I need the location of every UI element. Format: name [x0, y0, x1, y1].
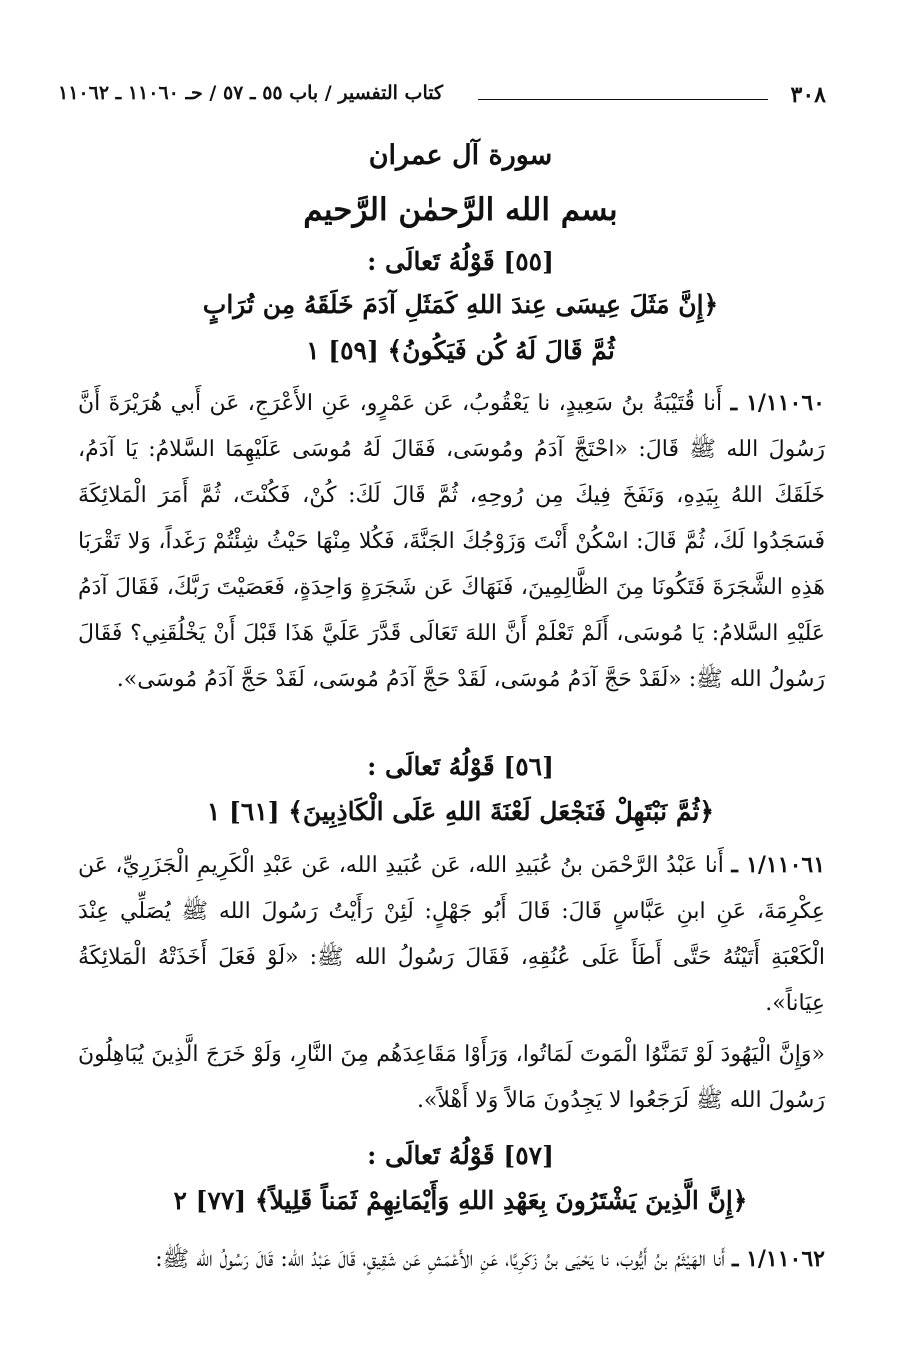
running-title: كتاب التفسير / باب ٥٥ ـ ٥٧ / حـ ١١٠٦٠ ـ ١١٠٦٢	[58, 82, 444, 104]
hadith-text: أَنا الهَيْثَمُ بنُ أَيُّوبَ، نا يَحْيَى بنُ زَكَرِيَّا، عَنِ الأَعْمَشِ عَن شَقِيقٍ، قَالَ عَبْدُ الله: قَالَ رَسُولُ الله ﷺ:	[155, 1247, 725, 1272]
hadith-text: أَنا عَبْدُ الرَّحْمَن بنُ عُبَيدِ الله، عَن عُبَيدِ الله، عَن عَبْدِ الْكَرِيمِ الْجَزَرِيِّ، عَن عِكْرِمَةَ، عَنِ ابنِ عَبَّاسٍ قَالَ: قَالَ أَبُو جَهْلٍ: لَئِنْ رَأَيْتُ رَسُولَ الله ﷺ يُصَلِّي عِنْدَ الْكَعْبَةِ أَتَيْتُهُ حَتَّى أَطَأَ عَلَى عُنُقِهِ، فَقَالَ رَسُولُ الله ﷺ: «لَوْ فَعَلَ أَخَذَتْهُ الْمَلائِكَةُ عِيَاناً».	[78, 853, 826, 1016]
hadith-continuation	[78, 1032, 825, 1124]
ayah-line: ﴿إِنَّ مَثَلَ عِيسَى عِندَ اللهِ كَمَثَلِ آدَمَ خَلَقَهُ مِن تُرَابٍ	[202, 290, 719, 319]
hadith-11062	[78, 1236, 825, 1283]
running-header	[58, 78, 826, 118]
hadith-11060	[78, 380, 825, 703]
surah-title: سورة آل عمران	[368, 140, 553, 171]
page-number: ٣٠٨	[790, 82, 826, 108]
hadith-text: «وَإِنَّ الْيَهُودَ لَوْ تَمَنَّوُا الْمَوتَ لَمَاتُوا، وَرَأَوْا مَقَاعِدَهُم مِنَ النَّارِ، وَلَوْ خَرَجَ الَّذِينَ يُبَاهِلُونَ رَسُولَ الله ﷺ لَرَجَعُوا لا يَجِدُونَ مَالاً وَلا أَهْلاً».	[78, 1042, 825, 1113]
section-heading-57: [٥٧] قَوْلُهُ تَعالَى :	[367, 1141, 554, 1170]
section-heading-55: [٥٥] قَوْلُهُ تَعالَى :	[367, 247, 554, 276]
hadith-text: أَنا قُتَيْبَةُ بنُ سَعِيدٍ، نا يَعْقُوبُ، عَن عَمْرٍو، عَنِ الأَعْرَجِ، عَن أَبي هُرَيْرَةَ أَنَّ رَسُولَ الله ﷺ قَالَ: «احْتَجَّ آدَمُ ومُوسَى، فَقَالَ لَهُ مُوسَى عَلَيْهِمَا السَّلامُ: يَا آدَمُ، خَلَقَكَ اللهُ بِيَدِهِ، وَنَفَخَ فِيكَ مِن رُوحِهِ، ثُمَّ قَالَ لَكَ: كُنْ، فَكُنْتَ، ثُمَّ أَمَرَ الْمَلائِكَةَ فَسَجَدُوا لَكَ، ثُمَّ قَالَ: اسْكُنْ أَنْتَ وَزَوْجُكَ الجَنَّةَ، فَكُلا مِنْهَا حَيْثُ شِئْتُمْ رَغَداً، وَلا تَقْرَبَا هَذِهِ الشَّجَرَةَ فَتَكُونَا مِنَ الظَّالِمِينَ، فَنَهَاكَ عَن شَجَرَةٍ وَاحِدَةٍ، فَعَصَيْتَ رَبَّكَ، فَقَالَ آدَمُ عَلَيْهِ السَّلامُ: يَا مُوسَى، أَلَمْ تَعْلَمْ أَنَّ اللهَ تَعَالَى قَدَّرَ عَلَيَّ هَذَا قَبْلَ أَنْ يَخْلُقَنِي؟ فَقَالَ رَسُولُ الله ﷺ: «لَقَدْ حَجَّ آدَمُ مُوسَى، لَقَدْ حَجَّ آدَمُ مُوسَى، لَقَدْ حَجَّ آدَمُ مُوسَى».	[78, 391, 825, 692]
basmala: بسم الله الرَّحمٰن الرَّحيم	[303, 192, 618, 228]
ayah-line: ﴿إِنَّ الَّذِينَ يَشْتَرُونَ بِعَهْدِ اللهِ وَأَيْمَانِهِمْ ثَمَناً قَلِيلاً﴾ [٧٧] ٢	[173, 1186, 748, 1215]
hadith-number: ١/١١٠٦٠ ـ	[730, 390, 825, 416]
ayah-line: ثُمَّ قَالَ لَهُ كُن فَيَكُونُ﴾ [٥٩] ١	[306, 336, 615, 365]
hadith-number: ١/١١٠٦١ ـ	[731, 852, 826, 878]
section-heading-56: [٥٦] قَوْلُهُ تَعالَى :	[367, 752, 554, 781]
hadith-number: ١/١١٠٦٢ ـ	[731, 1246, 825, 1272]
ayah-line: ﴿ثُمَّ نَبْتَهِلْ فَنَجْعَل لَعْنَةَ اللهِ عَلَى الْكَاذِبِينَ﴾ [٦١] ١	[206, 797, 715, 826]
header-rule	[478, 99, 768, 100]
hadith-11061	[78, 842, 825, 1027]
